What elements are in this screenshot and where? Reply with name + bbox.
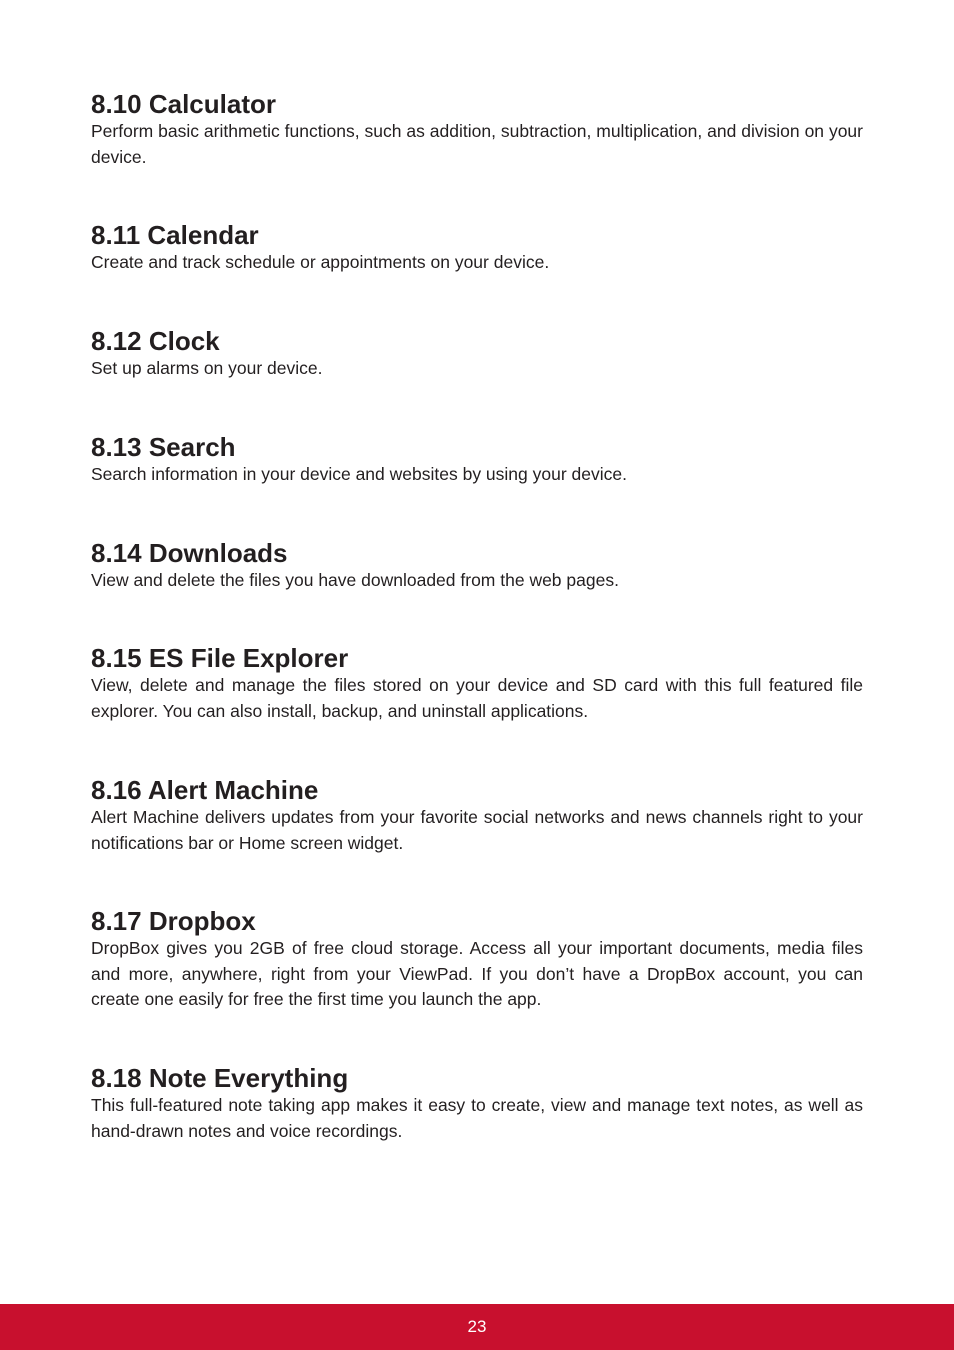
section-body: View, delete and manage the files stored on your device and SD card with this full featured file explorer. You can also install, backup, and uninstall applications. <box>91 675 863 721</box>
section-heading: 8.13 Search <box>91 432 236 462</box>
section-alert-machine <box>91 775 863 856</box>
section-heading: 8.10 Calculator <box>91 89 276 119</box>
section-heading: 8.16 Alert Machine <box>91 775 319 805</box>
section-note-everything <box>91 1063 863 1144</box>
section-body: Search information in your device and websites by using your device. <box>91 464 627 484</box>
section-heading: 8.18 Note Everything <box>91 1063 349 1093</box>
page-footer <box>0 1304 954 1350</box>
section-downloads <box>91 538 863 594</box>
section-heading: 8.14 Downloads <box>91 538 288 568</box>
section-heading: 8.15 ES File Explorer <box>91 643 349 673</box>
section-body: Alert Machine delivers updates from your favorite social networks and news channels right to your notifications bar or Home screen widget. <box>91 807 863 853</box>
section-es-file-explorer <box>91 643 863 724</box>
page-number: 23 <box>467 1317 487 1336</box>
section-body: Create and track schedule or appointments on your device. <box>91 252 550 272</box>
section-calculator <box>91 89 863 170</box>
section-search <box>91 432 863 488</box>
section-heading: 8.12 Clock <box>91 326 220 356</box>
section-body: Set up alarms on your device. <box>91 358 323 378</box>
section-body: View and delete the files you have downloaded from the web pages. <box>91 570 619 590</box>
section-dropbox <box>91 906 863 1013</box>
section-body: This full-featured note taking app makes it easy to create, view and manage text notes, as well as hand-drawn notes and voice recordings. <box>91 1095 863 1141</box>
section-heading: 8.17 Dropbox <box>91 906 256 936</box>
section-body: DropBox gives you 2GB of free cloud storage. Access all your important documents, media files and more, anywhere, right from your ViewPad. If you don’t have a DropBox account, you can create one easily for free the first time you launch the app. <box>91 938 863 1009</box>
section-body: Perform basic arithmetic functions, such as addition, subtraction, multiplication, and division on your device. <box>91 121 863 167</box>
section-clock <box>91 326 863 382</box>
section-calendar <box>91 220 863 276</box>
section-heading: 8.11 Calendar <box>91 220 259 250</box>
